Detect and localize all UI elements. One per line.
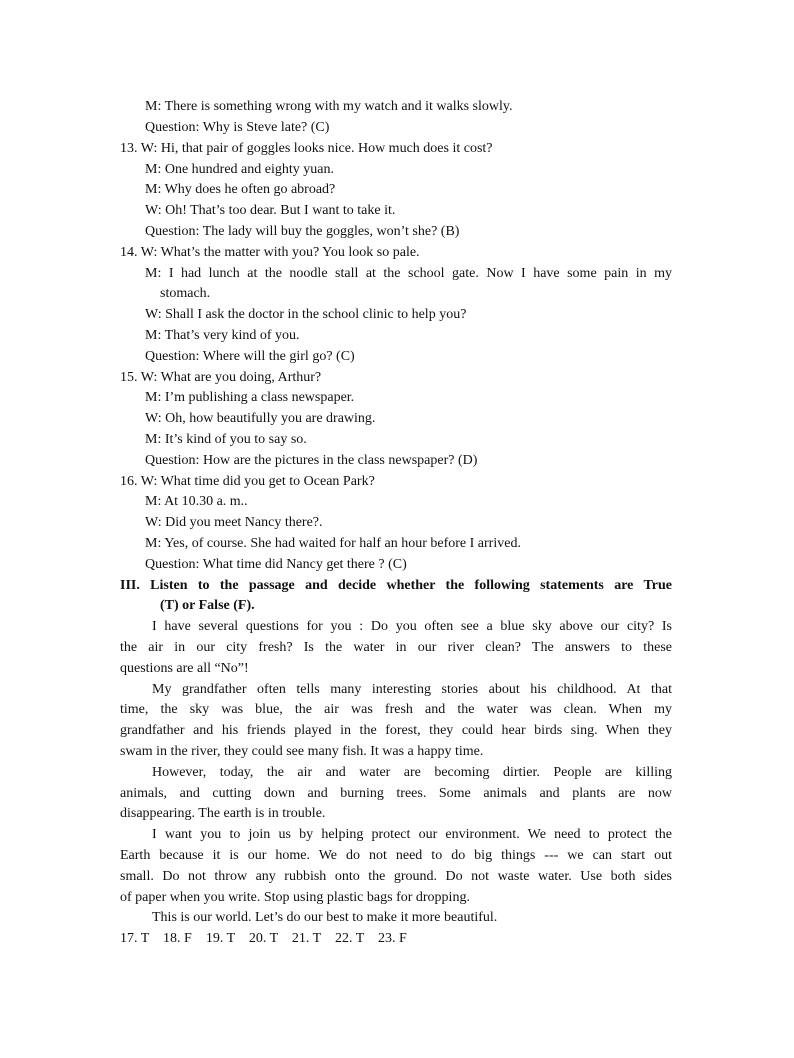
passage-line: I have several questions for you : Do you often see a blue sky above our city? Is — [152, 619, 672, 634]
dialogue-line: M: One hundred and eighty yuan. — [145, 162, 334, 177]
dialogue-line: M: Why does he often go abroad? — [145, 182, 336, 197]
passage-line: time, the sky was blue, the air was fresh and the water was clean. When my — [120, 702, 672, 717]
passage-line: small. Do not throw any rubbish onto the ground. Do not waste water. Use both sides — [120, 869, 672, 884]
passage-line: My grandfather often tells many interesting stories about his childhood. At that — [152, 682, 672, 697]
passage-line: Earth because it is our home. We do not need to do big things --- we can start out — [120, 848, 672, 863]
dialogue-line: M: That’s very kind of you. — [145, 328, 300, 343]
passage-line: of paper when you write. Stop using plastic bags for dropping. — [120, 890, 470, 905]
question-line: Question: Why is Steve late? (C) — [145, 120, 330, 135]
item-15-line: 15. W: What are you doing, Arthur? — [120, 370, 322, 385]
dialogue-line: M: At 10.30 a. m.. — [145, 494, 248, 509]
passage-line: animals, and cutting down and burning trees. Some animals and plants are now — [120, 786, 672, 801]
passage-line: This is our world. Let’s do our best to make it more beautiful. — [152, 910, 498, 925]
dialogue-line: W: Shall I ask the doctor in the school clinic to help you? — [145, 307, 467, 322]
passage-line: I want you to join us by helping protect our environment. We need to protect the — [152, 827, 672, 842]
answer-key: 17. T 18. F 19. T 20. T 21. T 22. T 23. F — [120, 931, 407, 946]
dialogue-line: M: Yes, of course. She had waited for half an hour before I arrived. — [145, 536, 521, 551]
question-line: Question: Where will the girl go? (C) — [145, 349, 355, 364]
dialogue-line: W: Oh! That’s too dear. But I want to take it. — [145, 203, 396, 218]
dialogue-line: M: There is something wrong with my watch and it walks slowly. — [145, 99, 513, 114]
dialogue-line: W: Oh, how beautifully you are drawing. — [145, 411, 376, 426]
question-line: Question: How are the pictures in the class newspaper? (D) — [145, 453, 478, 468]
question-line: Question: The lady will buy the goggles, won’t she? (B) — [145, 224, 460, 239]
dialogue-line: M: I had lunch at the noodle stall at the school gate. Now I have some pain in my — [145, 266, 672, 281]
dialogue-line-continued: stomach. — [160, 286, 211, 301]
passage-line: the air in our city fresh? Is the water in our river clean? The answers to these — [120, 640, 672, 655]
passage-line: disappearing. The earth is in trouble. — [120, 806, 326, 821]
dialogue-line: M: I’m publishing a class newspaper. — [145, 390, 355, 405]
dialogue-line: M: It’s kind of you to say so. — [145, 432, 307, 447]
dialogue-line: W: Did you meet Nancy there?. — [145, 515, 323, 530]
passage-line: questions are all “No”! — [120, 661, 249, 676]
item-16-line: 16. W: What time did you get to Ocean Park? — [120, 474, 375, 489]
section-heading-continued: (T) or False (F). — [160, 598, 255, 613]
item-14-line: 14. W: What’s the matter with you? You look so pale. — [120, 245, 420, 260]
passage-line: However, today, the air and water are becoming dirtier. People are killing — [152, 765, 672, 780]
passage-line: grandfather and his friends played in the forest, they could hear birds sing. When they — [120, 723, 672, 738]
question-line: Question: What time did Nancy get there ? (C) — [145, 557, 407, 572]
item-13-line: 13. W: Hi, that pair of goggles looks nice. How much does it cost? — [120, 141, 493, 156]
section-heading: III. Listen to the passage and decide whether the following statements are True — [120, 578, 672, 593]
passage-line: swam in the river, they could see many fish. It was a happy time. — [120, 744, 484, 759]
